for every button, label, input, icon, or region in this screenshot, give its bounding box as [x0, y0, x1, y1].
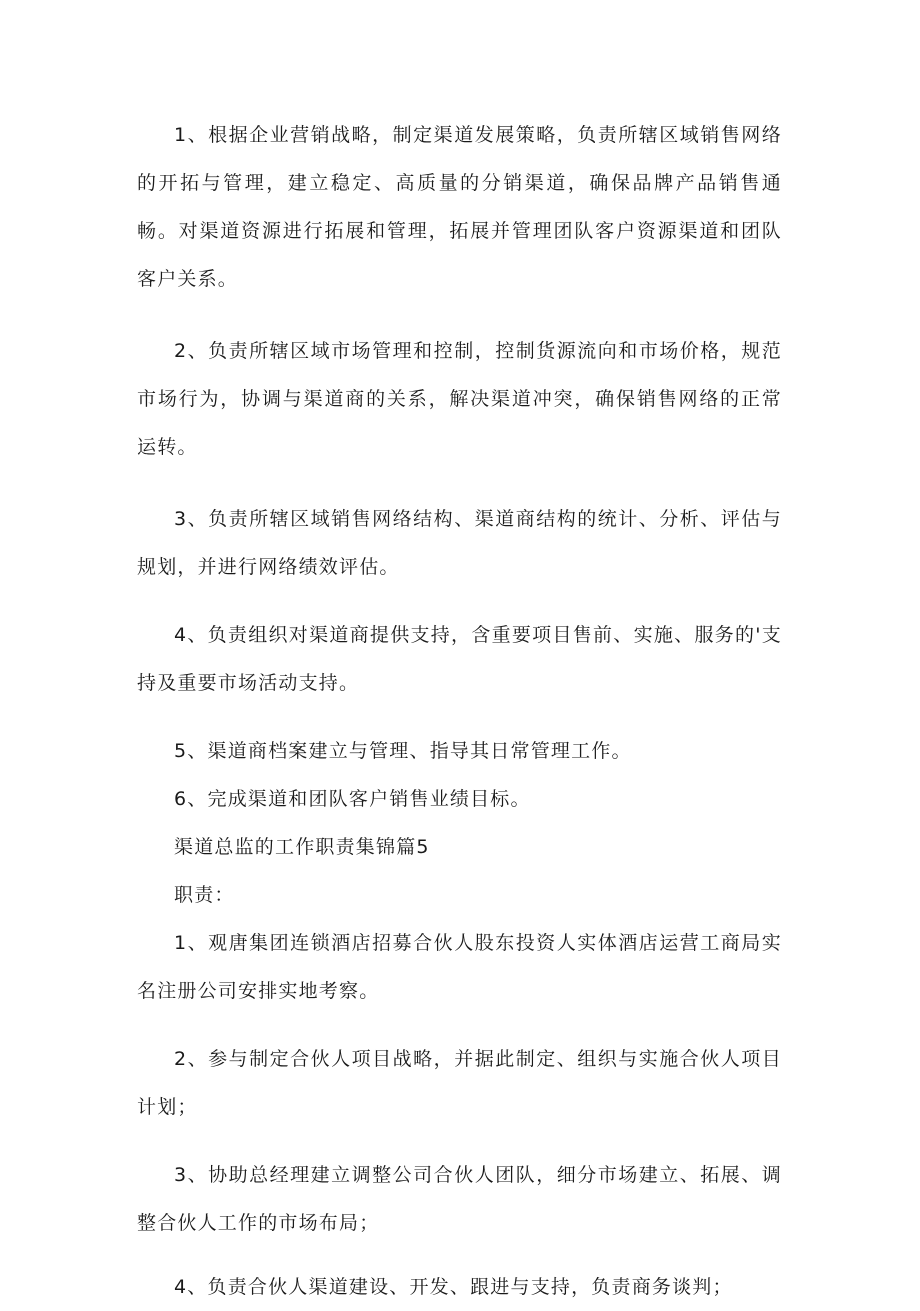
- paragraph-partner-4: 4、负责合伙人渠道建设、开发、跟进与支持，负责商务谈判；: [174, 1276, 733, 1298]
- paragraph-duty-6: 6、完成渠道和团队客户销售业绩目标。: [174, 788, 531, 810]
- paragraph-duty-1: 1、根据企业营销战略，制定渠道发展策略，负责所辖区域销售网络的开拓与管理，建立稳定、高质量的分销渠道，确保品牌产品销售通畅。对渠道资源进行拓展和管理，拓展并管理团队客户资源渠道和团队客户关系。: [137, 124, 782, 290]
- paragraph-duty-5: 5、渠道商档案建立与管理、指导其日常管理工作。: [174, 740, 632, 762]
- paragraph-partner-2: 2、参与制定合伙人项目战略，并据此制定、组织与实施合伙人项目计划；: [137, 1048, 782, 1118]
- document-body: [137, 111, 782, 1311]
- paragraph-duty-2: 2、负责所辖区域市场管理和控制，控制货源流向和市场价格，规范市场行为，协调与渠道商的关系，解决渠道冲突，确保销售网络的正常运转。: [137, 340, 782, 458]
- paragraph-partner-3: 3、协助总经理建立调整公司合伙人团队，细分市场建立、拓展、调整合伙人工作的市场布局；: [137, 1164, 782, 1234]
- section-heading: 渠道总监的工作职责集锦篇5: [174, 836, 430, 858]
- paragraph-partner-1: 1、观唐集团连锁酒店招募合伙人股东投资人实体酒店运营工商局实名注册公司安排实地考察。: [137, 932, 782, 1002]
- paragraph-duty-3: 3、负责所辖区域销售网络结构、渠道商结构的统计、分析、评估与规划，并进行网络绩效评估。: [137, 508, 782, 578]
- duties-label: 职责：: [174, 884, 235, 906]
- paragraph-duty-4: 4、负责组织对渠道商提供支持，含重要项目售前、实施、服务的'支持及重要市场活动支持。: [137, 624, 782, 694]
